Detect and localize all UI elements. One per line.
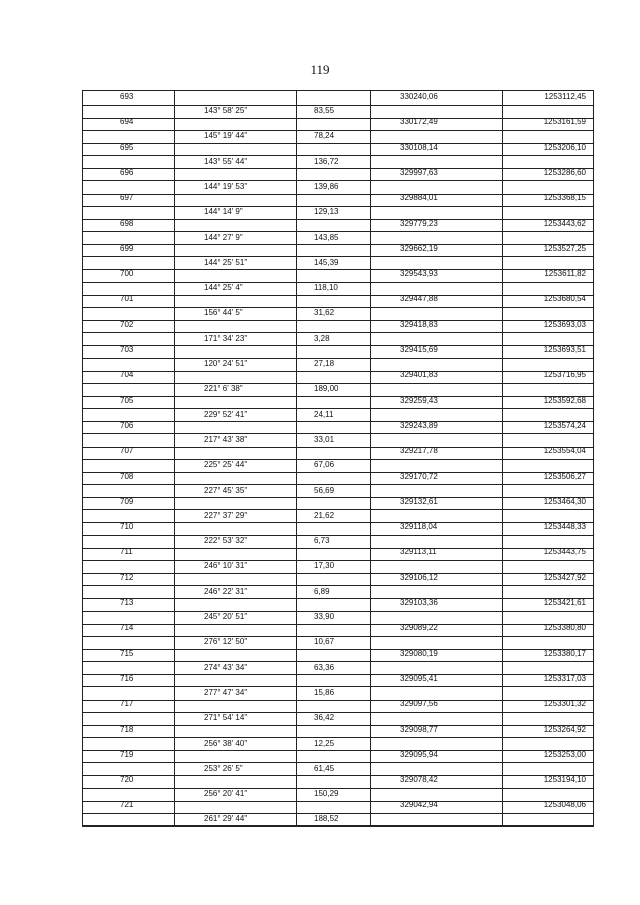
point-number: 714 bbox=[120, 623, 134, 633]
table-row-divider bbox=[82, 585, 594, 586]
point-x-coordinate: 329132,61 bbox=[400, 496, 438, 506]
segment-direction-angle: 221° 6' 38" bbox=[204, 384, 243, 394]
table-row-divider bbox=[82, 560, 594, 561]
table-row-divider bbox=[82, 130, 594, 131]
segment-length: 118,10 bbox=[314, 283, 338, 293]
point-number: 715 bbox=[120, 648, 134, 658]
segment-direction-angle: 227° 37' 29" bbox=[204, 510, 248, 520]
point-number: 709 bbox=[120, 496, 134, 506]
table-row-divider bbox=[82, 332, 594, 333]
point-x-coordinate: 329089,22 bbox=[400, 623, 438, 633]
point-x-coordinate: 329098,77 bbox=[400, 724, 438, 734]
point-y-coordinate: 1253554,04 bbox=[543, 446, 586, 456]
point-number: 711 bbox=[120, 547, 133, 557]
table-row-divider bbox=[82, 737, 594, 738]
point-y-coordinate: 1253286,60 bbox=[543, 167, 586, 177]
point-y-coordinate: 1253693,51 bbox=[543, 345, 586, 354]
point-number: 713 bbox=[120, 598, 134, 607]
table-row-divider bbox=[82, 826, 594, 827]
table-row-divider bbox=[82, 433, 594, 434]
point-number: 702 bbox=[120, 319, 134, 329]
table-row-divider bbox=[82, 762, 594, 763]
segment-length: 24,11 bbox=[314, 409, 334, 419]
segment-length: 6,89 bbox=[314, 586, 330, 596]
point-y-coordinate: 1253592,68 bbox=[543, 395, 586, 405]
segment-direction-angle: 245° 20' 51" bbox=[204, 612, 248, 621]
segment-length: 36,42 bbox=[314, 713, 335, 723]
table-row-divider bbox=[82, 105, 594, 106]
table-row-divider bbox=[82, 661, 594, 662]
point-x-coordinate: 330108,14 bbox=[400, 142, 438, 152]
point-y-coordinate: 1253716,95 bbox=[543, 370, 586, 380]
point-y-coordinate: 1253527,25 bbox=[543, 243, 586, 253]
segment-direction-angle: 227° 45' 35" bbox=[204, 485, 248, 495]
table-row-divider bbox=[82, 712, 594, 713]
point-x-coordinate: 329097,56 bbox=[400, 699, 438, 709]
table-row-divider bbox=[82, 90, 594, 91]
segment-length: 188,52 bbox=[314, 814, 339, 824]
point-number: 716 bbox=[120, 673, 134, 683]
point-y-coordinate: 1253443,62 bbox=[543, 218, 586, 228]
point-x-coordinate: 329078,42 bbox=[400, 775, 438, 785]
table-row-divider bbox=[82, 535, 594, 536]
segment-direction-angle: 120° 24' 51" bbox=[204, 359, 248, 368]
segment-length: 12,25 bbox=[314, 738, 335, 748]
point-number: 717 bbox=[120, 699, 134, 709]
segment-direction-angle: 225° 25' 44" bbox=[204, 460, 248, 470]
table-row-divider bbox=[82, 686, 594, 687]
segment-direction-angle: 256° 38' 40" bbox=[204, 738, 248, 748]
segment-length: 189,00 bbox=[314, 384, 339, 394]
segment-length: 33,90 bbox=[314, 612, 335, 621]
table-row-divider bbox=[82, 509, 594, 510]
point-number: 703 bbox=[120, 345, 134, 354]
segment-direction-angle: 229° 52' 41" bbox=[204, 409, 248, 419]
point-y-coordinate: 1253264,92 bbox=[543, 724, 586, 734]
segment-direction-angle: 276° 12' 50" bbox=[204, 637, 248, 647]
segment-direction-angle: 277° 47' 34" bbox=[204, 687, 248, 697]
point-x-coordinate: 329217,78 bbox=[400, 446, 438, 456]
segment-direction-angle: 144° 25' 51" bbox=[204, 257, 248, 267]
segment-direction-angle: 156° 44' 5" bbox=[204, 308, 243, 318]
point-x-coordinate: 329543,93 bbox=[400, 269, 438, 279]
point-x-coordinate: 329662,19 bbox=[400, 243, 438, 253]
segment-length: 15,86 bbox=[314, 687, 335, 697]
point-x-coordinate: 329103,36 bbox=[400, 598, 438, 607]
page-number: 119 bbox=[310, 62, 330, 77]
segment-length: 17,30 bbox=[314, 561, 335, 571]
segment-direction-angle: 271° 54' 14" bbox=[204, 713, 248, 723]
segment-length: 143,85 bbox=[314, 232, 339, 242]
segment-direction-angle: 222° 53' 32" bbox=[204, 536, 248, 546]
segment-direction-angle: 144° 14' 9" bbox=[204, 207, 243, 217]
point-x-coordinate: 329884,01 bbox=[400, 193, 438, 203]
point-x-coordinate: 329170,72 bbox=[400, 471, 438, 481]
table-row-divider bbox=[82, 611, 594, 612]
segment-direction-angle: 253° 26' 5" bbox=[204, 763, 243, 773]
segment-length: 33,01 bbox=[314, 434, 335, 444]
point-number: 695 bbox=[120, 142, 134, 152]
point-x-coordinate: 329401,83 bbox=[400, 370, 438, 380]
point-y-coordinate: 1253693,03 bbox=[543, 319, 586, 329]
segment-length: 67,06 bbox=[314, 460, 335, 470]
segment-length: 78,24 bbox=[314, 131, 335, 141]
table-row-divider bbox=[82, 484, 594, 485]
segment-direction-angle: 145° 19' 44" bbox=[204, 131, 248, 141]
segment-direction-angle: 217° 43' 38" bbox=[204, 434, 248, 444]
segment-length: 63,36 bbox=[314, 662, 335, 672]
point-y-coordinate: 1253112,45 bbox=[544, 92, 586, 101]
point-y-coordinate: 1253443,75 bbox=[543, 547, 586, 557]
segment-length: 83,55 bbox=[314, 106, 335, 115]
point-number: 710 bbox=[120, 522, 134, 532]
point-number: 697 bbox=[120, 193, 134, 203]
point-y-coordinate: 1253301,32 bbox=[543, 699, 586, 709]
point-number: 696 bbox=[120, 167, 134, 177]
point-x-coordinate: 329106,12 bbox=[400, 572, 438, 582]
point-x-coordinate: 329042,94 bbox=[400, 800, 438, 810]
table-row-divider bbox=[82, 636, 594, 637]
point-y-coordinate: 1253448,33 bbox=[543, 522, 586, 532]
point-y-coordinate: 1253161,59 bbox=[543, 117, 586, 127]
point-y-coordinate: 1253317,03 bbox=[543, 673, 586, 683]
point-y-coordinate: 1253206,10 bbox=[543, 142, 586, 152]
point-x-coordinate: 329997,63 bbox=[400, 167, 438, 177]
survey-table bbox=[82, 90, 594, 826]
segment-direction-angle: 274° 43' 34" bbox=[204, 662, 248, 672]
point-number: 700 bbox=[120, 269, 134, 279]
segment-length: 129,13 bbox=[314, 207, 339, 217]
segment-length: 21,62 bbox=[314, 510, 335, 520]
table-row-divider bbox=[82, 307, 594, 308]
point-x-coordinate: 329080,19 bbox=[400, 648, 438, 658]
segment-length: 27,18 bbox=[314, 359, 335, 368]
segment-direction-angle: 144° 19' 53" bbox=[204, 181, 248, 191]
point-y-coordinate: 1253464,30 bbox=[543, 496, 586, 506]
point-y-coordinate: 1253680,54 bbox=[543, 294, 586, 304]
point-number: 721 bbox=[120, 800, 134, 810]
segment-length: 139,86 bbox=[314, 181, 339, 191]
point-x-coordinate: 329418,83 bbox=[400, 319, 438, 329]
point-number: 712 bbox=[120, 572, 134, 582]
segment-length: 145,39 bbox=[314, 257, 339, 267]
point-number: 699 bbox=[120, 243, 134, 253]
point-y-coordinate: 1253380,80 bbox=[543, 623, 586, 633]
point-number: 708 bbox=[120, 471, 134, 481]
segment-length: 10,67 bbox=[314, 637, 335, 647]
point-number: 693 bbox=[120, 92, 134, 101]
point-y-coordinate: 1253194,10 bbox=[543, 775, 586, 785]
segment-length: 61,45 bbox=[314, 763, 335, 773]
point-x-coordinate: 329779,23 bbox=[400, 218, 438, 228]
point-number: 719 bbox=[120, 749, 134, 759]
segment-direction-angle: 246° 10' 31" bbox=[204, 561, 248, 571]
point-number: 704 bbox=[120, 370, 134, 380]
segment-direction-angle: 143° 55' 44" bbox=[204, 156, 248, 166]
segment-length: 56,69 bbox=[314, 485, 335, 495]
segment-direction-angle: 144° 25' 4" bbox=[204, 283, 243, 293]
point-x-coordinate: 330172,49 bbox=[400, 117, 438, 127]
point-number: 706 bbox=[120, 420, 134, 430]
point-y-coordinate: 1253048,06 bbox=[543, 800, 586, 810]
point-number: 718 bbox=[120, 724, 134, 734]
point-number: 720 bbox=[120, 775, 134, 785]
table-row-divider bbox=[82, 459, 594, 460]
point-x-coordinate: 329415,69 bbox=[400, 345, 438, 354]
table-row-divider bbox=[82, 282, 594, 283]
point-x-coordinate: 329447,88 bbox=[400, 294, 438, 304]
point-number: 694 bbox=[120, 117, 134, 127]
point-number: 698 bbox=[120, 218, 134, 228]
point-y-coordinate: 1253380,17 bbox=[543, 648, 586, 658]
segment-length: 3,28 bbox=[314, 333, 330, 343]
table-row-divider bbox=[82, 408, 594, 409]
table-row-divider bbox=[82, 358, 594, 359]
point-x-coordinate: 329118,04 bbox=[400, 522, 438, 532]
point-y-coordinate: 1253427,92 bbox=[543, 572, 586, 582]
segment-direction-angle: 171° 34' 23" bbox=[204, 333, 248, 343]
segment-length: 6,73 bbox=[314, 536, 330, 546]
point-y-coordinate: 1253368,15 bbox=[543, 193, 586, 203]
segment-direction-angle: 144° 27' 9" bbox=[204, 232, 243, 242]
point-number: 701 bbox=[120, 294, 134, 304]
point-y-coordinate: 1253253,00 bbox=[543, 749, 586, 759]
point-y-coordinate: 1253611,82 bbox=[544, 269, 586, 279]
point-y-coordinate: 1253506,27 bbox=[543, 471, 586, 481]
point-x-coordinate: 329259,43 bbox=[400, 395, 438, 405]
segment-direction-angle: 256° 20' 41" bbox=[204, 789, 248, 799]
segment-direction-angle: 246° 22' 31" bbox=[204, 586, 248, 596]
segment-direction-angle: 143° 58' 25" bbox=[204, 106, 248, 115]
point-x-coordinate: 329113,11 bbox=[400, 547, 437, 557]
point-number: 707 bbox=[120, 446, 134, 456]
segment-length: 136,72 bbox=[314, 156, 339, 166]
point-y-coordinate: 1253421,61 bbox=[543, 598, 586, 607]
point-x-coordinate: 329095,41 bbox=[400, 673, 438, 683]
segment-direction-angle: 261° 29' 44" bbox=[204, 814, 248, 824]
point-x-coordinate: 330240,06 bbox=[400, 92, 438, 101]
point-number: 705 bbox=[120, 395, 134, 405]
point-x-coordinate: 329095,94 bbox=[400, 749, 438, 759]
point-x-coordinate: 329243,89 bbox=[400, 420, 438, 430]
segment-length: 150,29 bbox=[314, 789, 339, 799]
table-row-divider bbox=[82, 825, 594, 826]
point-y-coordinate: 1253574,24 bbox=[543, 420, 586, 430]
segment-length: 31,62 bbox=[314, 308, 335, 318]
